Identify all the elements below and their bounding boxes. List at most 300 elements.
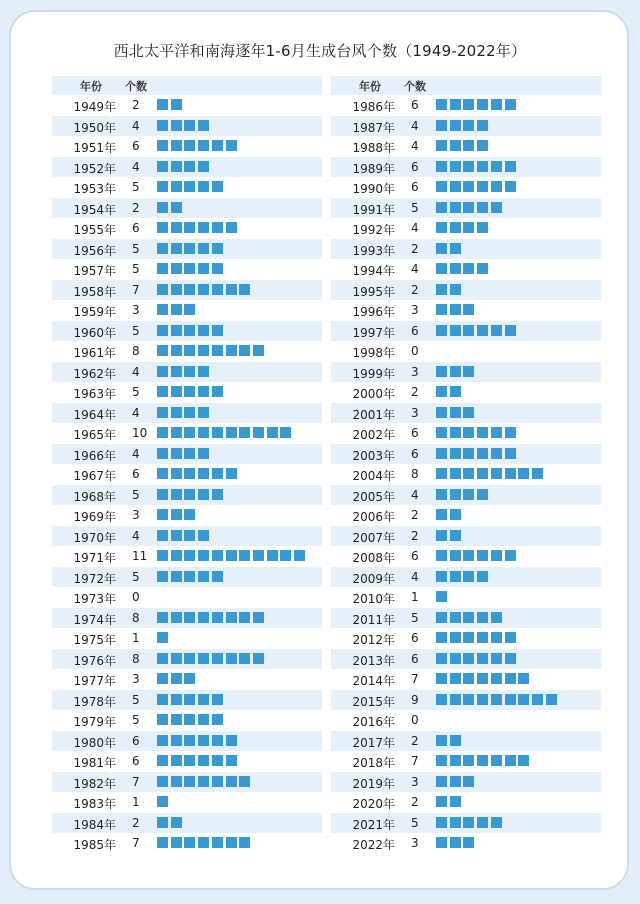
count-label: 5	[132, 487, 140, 502]
table-row	[52, 608, 322, 629]
chart-title: 西北太平洋和南海逐年1-6月生成台风个数（1949-2022年）	[113, 42, 527, 60]
table-row	[52, 177, 322, 198]
bar-square	[450, 99, 461, 110]
bar-square	[198, 612, 209, 623]
count-label: 8	[132, 344, 140, 358]
bar-square	[226, 140, 237, 151]
table-row	[331, 136, 601, 157]
bar-square	[226, 550, 237, 561]
bar-square	[477, 202, 488, 213]
bar-square	[171, 448, 182, 459]
count-label: 0	[411, 713, 419, 727]
bar-square	[280, 550, 291, 561]
bar-square	[198, 263, 209, 274]
count-label: 10	[132, 426, 148, 440]
header-count: 个数	[125, 80, 147, 93]
bar-square	[477, 99, 488, 110]
bar-square	[477, 817, 488, 828]
table-row	[331, 833, 601, 854]
bar-square	[518, 468, 529, 479]
bar-square	[294, 550, 305, 561]
bar-square	[157, 202, 168, 213]
bar-square	[184, 304, 195, 315]
year-label: 1980年	[73, 735, 116, 750]
bar-square	[198, 345, 209, 356]
table-row	[331, 300, 601, 321]
year-label: 2020年	[352, 797, 395, 811]
bar-square	[450, 673, 461, 684]
bar-square	[450, 386, 461, 397]
bar-square	[184, 427, 195, 438]
bar-square	[226, 735, 237, 746]
year-label: 1995年	[352, 284, 395, 299]
bar-square	[226, 653, 237, 664]
bar-square	[491, 161, 502, 172]
bar-square	[239, 427, 250, 438]
bar-square	[463, 222, 474, 233]
bar-square	[157, 673, 168, 684]
bar-square	[436, 202, 447, 213]
bar-square	[212, 140, 223, 151]
count-label: 5	[132, 262, 140, 276]
bar-square	[198, 222, 209, 233]
year-label: 1991年	[352, 202, 395, 217]
bar-square	[239, 284, 250, 295]
count-label: 3	[411, 774, 419, 789]
count-label: 7	[411, 754, 419, 768]
header-year: 年份	[359, 80, 381, 93]
bar-square	[450, 571, 461, 582]
bar-square	[505, 673, 516, 684]
year-label: 1998年	[352, 346, 395, 360]
bar-square	[184, 284, 195, 295]
table-row	[331, 772, 601, 793]
bar-square	[477, 632, 488, 643]
count-label: 2	[411, 733, 419, 748]
table-row	[331, 280, 601, 301]
bar-square	[184, 509, 195, 520]
bar-square	[171, 407, 182, 418]
table-row	[331, 587, 601, 608]
bar-square	[198, 694, 209, 705]
bar-square	[491, 202, 502, 213]
table-row	[331, 239, 601, 260]
bar-square	[450, 243, 461, 254]
bar-square	[157, 714, 168, 725]
count-label: 5	[132, 692, 140, 707]
bar-square	[505, 181, 516, 192]
bar-square	[171, 550, 182, 561]
count-label: 2	[132, 98, 140, 112]
year-label: 2019年	[352, 776, 395, 791]
bar-square	[198, 837, 209, 848]
bar-square	[450, 776, 461, 787]
bar-square	[157, 427, 168, 438]
bar-square	[212, 386, 223, 397]
bar-square	[505, 325, 516, 336]
bar-square	[463, 612, 474, 623]
bar-square	[491, 632, 502, 643]
bar-square	[477, 263, 488, 274]
table-row	[331, 116, 601, 137]
bar-square	[226, 776, 237, 787]
table-row	[52, 546, 322, 567]
bar-square	[436, 140, 447, 151]
table-row	[52, 710, 322, 731]
bar-square	[463, 571, 474, 582]
year-label: 1961年	[73, 346, 116, 360]
bar-square	[463, 837, 474, 848]
bar-square	[463, 120, 474, 131]
bar-square	[253, 345, 264, 356]
bar-square	[436, 243, 447, 254]
year-label: 1985年	[73, 838, 116, 852]
bar-square	[477, 427, 488, 438]
count-label: 8	[411, 467, 419, 481]
count-label: 6	[411, 631, 419, 645]
bar-square	[463, 181, 474, 192]
year-label: 1953年	[73, 182, 116, 196]
year-label: 1950年	[73, 120, 116, 135]
count-label: 3	[132, 508, 140, 522]
year-label: 1967年	[73, 469, 116, 483]
count-label: 0	[411, 344, 419, 358]
bar-square	[436, 796, 447, 807]
count-label: 4	[411, 139, 419, 153]
year-label: 1982年	[73, 776, 116, 791]
bar-square	[157, 366, 168, 377]
count-label: 8	[132, 651, 140, 666]
count-label: 4	[411, 487, 419, 502]
bar-square	[477, 222, 488, 233]
bar-square	[171, 325, 182, 336]
year-label: 2002年	[352, 428, 395, 442]
table-row	[331, 198, 601, 219]
count-label: 6	[411, 180, 419, 194]
bar-square	[450, 366, 461, 377]
count-label: 6	[411, 98, 419, 112]
year-label: 2008年	[352, 551, 395, 565]
bar-square	[157, 304, 168, 315]
table-row	[331, 690, 601, 711]
bar-square	[436, 448, 447, 459]
bar-square	[436, 99, 447, 110]
bar-square	[157, 755, 168, 766]
bar-square	[463, 550, 474, 561]
bar-square	[477, 550, 488, 561]
bar-square	[157, 284, 168, 295]
bar-square	[477, 120, 488, 131]
year-label: 1986年	[352, 100, 395, 114]
bar-square	[157, 509, 168, 520]
bar-square	[171, 386, 182, 397]
year-label: 1976年	[73, 653, 116, 668]
bar-square	[436, 325, 447, 336]
bar-square	[184, 448, 195, 459]
bar-square	[463, 673, 474, 684]
bar-square	[212, 735, 223, 746]
table-row	[52, 157, 322, 178]
table-row	[52, 218, 322, 239]
header-count: 个数	[404, 80, 426, 93]
table-row	[52, 95, 322, 116]
year-label: 2007年	[352, 530, 395, 545]
year-label: 1984年	[73, 817, 116, 832]
year-label: 2000年	[352, 387, 395, 401]
bar-square	[505, 427, 516, 438]
bar-square	[450, 653, 461, 664]
table-column-right	[331, 76, 601, 854]
bar-square	[184, 755, 195, 766]
bar-square	[157, 817, 168, 828]
bar-square	[171, 202, 182, 213]
bar-square	[491, 468, 502, 479]
count-label: 6	[411, 323, 419, 338]
bar-square	[436, 181, 447, 192]
table-row	[331, 95, 601, 116]
year-label: 1974年	[73, 612, 116, 627]
bar-square	[212, 714, 223, 725]
bar-square	[198, 243, 209, 254]
bar-square	[212, 776, 223, 787]
bar-square	[253, 653, 264, 664]
bar-square	[436, 509, 447, 520]
bar-square	[450, 263, 461, 274]
count-label: 8	[132, 610, 140, 625]
bar-square	[157, 653, 168, 664]
table-row	[331, 423, 601, 444]
bar-square	[226, 755, 237, 766]
bar-square	[450, 530, 461, 541]
bar-square	[505, 653, 516, 664]
bar-square	[212, 181, 223, 192]
bar-square	[157, 632, 168, 643]
count-label: 0	[132, 590, 140, 604]
year-label: 1952年	[73, 161, 116, 176]
bar-square	[171, 140, 182, 151]
count-label: 5	[132, 385, 140, 399]
bar-square	[450, 222, 461, 233]
table-row	[52, 444, 322, 465]
bar-square	[505, 755, 516, 766]
year-label: 2022年	[352, 838, 395, 852]
table-row	[331, 444, 601, 465]
bar-square	[171, 755, 182, 766]
table-header	[52, 76, 322, 95]
bar-square	[267, 550, 278, 561]
count-label: 6	[132, 221, 140, 235]
bar-square	[171, 653, 182, 664]
bar-square	[184, 776, 195, 787]
count-label: 6	[132, 733, 140, 748]
bar-square	[436, 386, 447, 397]
year-label: 2011年	[352, 612, 395, 627]
bar-square	[505, 468, 516, 479]
table-row	[331, 751, 601, 772]
table-rows-right	[331, 95, 601, 854]
bar-square	[226, 284, 237, 295]
bar-square	[518, 694, 529, 705]
bar-square	[171, 817, 182, 828]
table-row	[331, 608, 601, 629]
bar-square	[212, 755, 223, 766]
bar-square	[491, 325, 502, 336]
bar-square	[171, 427, 182, 438]
bar-square	[198, 407, 209, 418]
bar-square	[463, 304, 474, 315]
count-label: 2	[411, 385, 419, 399]
bar-square	[157, 550, 168, 561]
table-row	[331, 731, 601, 752]
bar-square	[184, 222, 195, 233]
year-label: 1965年	[73, 428, 116, 442]
year-label: 1977年	[73, 674, 116, 688]
year-label: 1968年	[73, 489, 116, 504]
bar-square	[505, 161, 516, 172]
bar-square	[198, 386, 209, 397]
bar-square	[157, 243, 168, 254]
table-row	[52, 833, 322, 854]
bar-square	[157, 99, 168, 110]
table-row	[331, 505, 601, 526]
bar-square	[171, 530, 182, 541]
bar-square	[436, 530, 447, 541]
bar-square	[450, 468, 461, 479]
bar-square	[280, 427, 291, 438]
table-row	[52, 423, 322, 444]
bar-square	[239, 345, 250, 356]
table-rows-left	[52, 95, 322, 854]
bar-square	[450, 140, 461, 151]
bar-square	[450, 489, 461, 500]
year-label: 2001年	[352, 407, 395, 422]
bar-square	[436, 263, 447, 274]
count-label: 7	[411, 672, 419, 686]
bar-square	[171, 837, 182, 848]
bar-square	[184, 530, 195, 541]
bar-square	[198, 448, 209, 459]
bar-square	[198, 489, 209, 500]
bar-square	[212, 222, 223, 233]
bar-square	[505, 99, 516, 110]
bar-square	[171, 468, 182, 479]
table-row	[52, 567, 322, 588]
bar-square	[450, 796, 461, 807]
count-label: 5	[411, 200, 419, 215]
bar-square	[477, 612, 488, 623]
table-row	[331, 649, 601, 670]
count-label: 6	[411, 446, 419, 461]
bar-square	[477, 325, 488, 336]
bar-square	[477, 448, 488, 459]
bar-square	[450, 161, 461, 172]
bar-square	[239, 776, 250, 787]
bar-square	[212, 653, 223, 664]
bar-square	[157, 571, 168, 582]
bar-square	[477, 161, 488, 172]
bar-square	[198, 776, 209, 787]
bar-square	[171, 243, 182, 254]
count-label: 4	[132, 118, 140, 133]
year-label: 2003年	[352, 448, 395, 463]
bar-square	[450, 694, 461, 705]
bar-square	[171, 612, 182, 623]
bar-square	[171, 263, 182, 274]
year-label: 1989年	[352, 161, 395, 176]
table-row	[52, 280, 322, 301]
bar-square	[198, 714, 209, 725]
bar-square	[436, 489, 447, 500]
bar-square	[477, 468, 488, 479]
bar-square	[436, 694, 447, 705]
bar-square	[436, 673, 447, 684]
bar-square	[463, 489, 474, 500]
bar-square	[184, 550, 195, 561]
bar-square	[157, 263, 168, 274]
bar-square	[463, 448, 474, 459]
bar-square	[157, 776, 168, 787]
bar-square	[226, 612, 237, 623]
bar-square	[463, 140, 474, 151]
count-label: 4	[132, 159, 140, 174]
year-label: 1993年	[352, 243, 395, 258]
table-row	[331, 485, 601, 506]
year-label: 1962年	[73, 366, 116, 381]
bar-square	[198, 427, 209, 438]
bar-square	[436, 120, 447, 131]
bar-square	[239, 612, 250, 623]
bar-square	[491, 448, 502, 459]
table-row	[331, 218, 601, 239]
bar-square	[157, 120, 168, 131]
year-label: 1969年	[73, 510, 116, 524]
bar-square	[184, 673, 195, 684]
count-label: 4	[411, 262, 419, 276]
table-row	[331, 157, 601, 178]
bar-square	[463, 263, 474, 274]
table-row	[52, 198, 322, 219]
bar-square	[157, 181, 168, 192]
bar-square	[157, 796, 168, 807]
bar-square	[532, 468, 543, 479]
table-row	[52, 362, 322, 383]
bar-square	[450, 735, 461, 746]
bar-square	[157, 489, 168, 500]
bar-square	[184, 735, 195, 746]
bar-square	[157, 837, 168, 848]
bar-square	[171, 345, 182, 356]
bar-square	[171, 284, 182, 295]
bar-square	[463, 468, 474, 479]
count-label: 5	[132, 241, 140, 256]
bar-square	[239, 837, 250, 848]
bar-square	[436, 407, 447, 418]
bar-square	[491, 694, 502, 705]
year-label: 1964年	[73, 407, 116, 422]
bar-square	[463, 202, 474, 213]
count-label: 6	[411, 159, 419, 174]
bar-square	[184, 386, 195, 397]
bar-square	[477, 694, 488, 705]
bar-square	[171, 735, 182, 746]
bar-square	[491, 673, 502, 684]
table-row	[52, 751, 322, 772]
count-label: 3	[132, 672, 140, 686]
bar-square	[184, 407, 195, 418]
bar-square	[184, 345, 195, 356]
bar-square	[157, 161, 168, 172]
bar-square	[184, 366, 195, 377]
